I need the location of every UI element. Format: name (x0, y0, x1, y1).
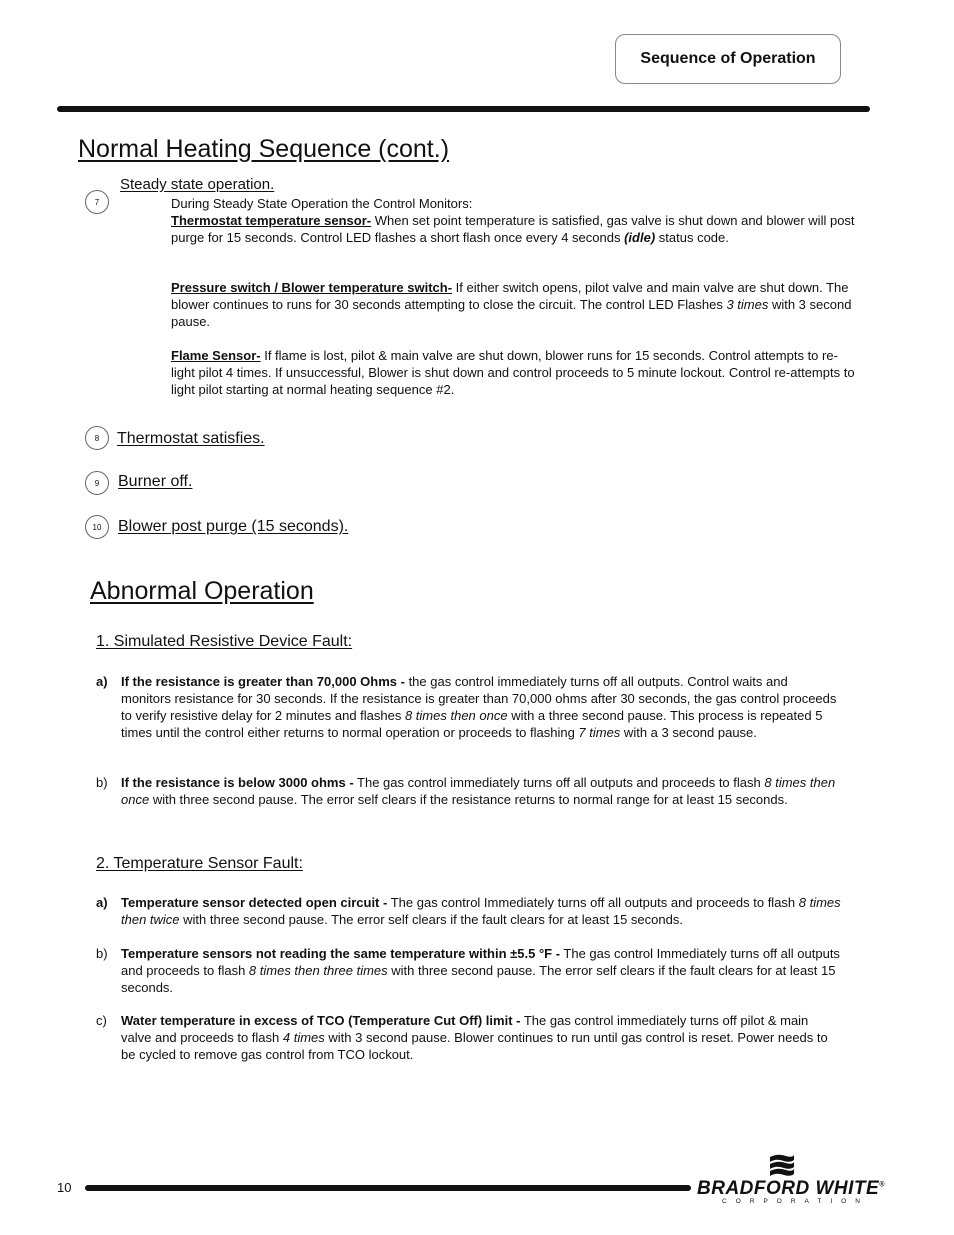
pressure-switch-text: If either switch opens, pilot valve and main valve are shut down. The blower continues to runs for 30 seconds attempting to close the circuit. The control LED Flashes (171, 280, 849, 312)
section-title-abnormal-operation: Abnormal Operation (90, 577, 314, 605)
thermostat-text: When set point temperature is satisfied, gas valve is shut down and blower will post purge for 15 seconds. Control LED flashes a short flash once every 4 seconds (171, 213, 855, 245)
step7-flame-paragraph (171, 347, 861, 398)
brand-logo-subtext: CORPORATION (722, 1198, 869, 1205)
bottom-divider (85, 1185, 691, 1191)
flame-sensor-label: Flame Sensor- (171, 348, 261, 363)
item-marker-1a: a) (96, 674, 108, 689)
resistive-a-text-3: with a 3 second pause. (620, 725, 757, 740)
step7-intro: During Steady State Operation the Control Monitors: (171, 196, 473, 211)
resistive-a-label: If the resistance is greater than 70,000 Ohms - (121, 674, 405, 689)
item-marker-1b: b) (96, 775, 108, 790)
temp-a-flash-code: 8 times then twice (121, 895, 841, 927)
resistive-fault-item-b (121, 774, 841, 808)
resistive-b-flash-code: 8 times then once (121, 775, 836, 807)
thermostat-text-end: status code. (655, 230, 729, 245)
section-title-normal-heating: Normal Heating Sequence (cont.) (78, 135, 450, 163)
item-marker-2a: a) (96, 895, 108, 910)
temp-c-label: Water temperature in excess of TCO (Temperature Cut Off) limit - (121, 1013, 521, 1028)
temperature-fault-item-c (121, 1012, 841, 1063)
three-times: 3 times (726, 297, 769, 312)
resistive-b-label: If the resistance is below 3000 ohms - (121, 775, 354, 790)
resistive-a-flash-code-2: 7 times (578, 725, 621, 740)
temp-c-flash-code: 4 times (282, 1030, 325, 1045)
resistive-b-text: The gas control immediately turns off all outputs and proceeds to flash (353, 775, 765, 790)
thermostat-label: Thermostat temperature sensor- (171, 213, 372, 228)
page-number: 10 (57, 1180, 72, 1195)
resistive-b-text-2: with three second pause. The error self clears if the resistance returns to normal range for at least 15 seconds. (149, 792, 788, 807)
brand-logo-text (697, 1178, 885, 1200)
resistive-a-flash-code: 8 times then once (404, 708, 508, 723)
temp-a-text-2: with three second pause. The error self clears if the fault clears for at least 15 seconds. (179, 912, 683, 927)
temp-c-text: The gas control immediately turns off pilot & main valve and proceeds to flash (121, 1013, 809, 1045)
temp-b-flash-code: 8 times then three times (248, 963, 388, 978)
idle-code: (idle) (624, 230, 656, 245)
item-marker-2c: c) (96, 1013, 107, 1028)
temp-a-label: Temperature sensor detected open circuit - (121, 895, 388, 910)
temperature-fault-item-b (121, 945, 841, 996)
registered-mark: ® (879, 1181, 885, 1189)
temperature-fault-item-a (121, 894, 841, 928)
step-title-10: Blower post purge (15 seconds). (118, 518, 349, 535)
subsection-title-temperature-fault: 2. Temperature Sensor Fault: (96, 855, 303, 872)
temp-b-label: Temperature sensors not reading the same temperature within ±5.5 °F - (121, 946, 561, 961)
resistive-a-text: the gas control immediately turns off all outputs. Control waits and monitors resistance for 30 seconds. If the resistance is greater than 70,000 ohms after 30 seconds, the gas control proceeds to verify resistive delay for 2 minutes and flashes (121, 674, 837, 723)
section-tab-label: Sequence of Operation (640, 50, 816, 67)
pressure-switch-label: Pressure switch / Blower temperature switch- (171, 280, 453, 295)
step7-pressure-paragraph (171, 279, 861, 330)
step7-thermostat-paragraph (171, 212, 861, 246)
pressure-switch-text-end: with 3 second pause. (171, 297, 852, 329)
step-title-7: Steady state operation. (120, 176, 275, 193)
subsection-title-resistive-fault: 1. Simulated Resistive Device Fault: (96, 633, 353, 650)
item-marker-2b: b) (96, 946, 108, 961)
resistive-a-text-2: with a three second pause. This process is repeated 5 times until the control either returns to normal operation or proceeds to flashing (121, 708, 823, 740)
temp-c-text-2: with 3 second pause. Blower continues to run until gas control is reset. Power needs to be cycled to remove gas control from TCO lockout. (121, 1030, 828, 1062)
step-number-10: 10 (85, 515, 109, 539)
step-number-9: 9 (85, 471, 109, 495)
step-number-8: 8 (85, 426, 109, 450)
flame-sensor-text: If flame is lost, pilot & main valve are shut down, blower runs for 15 seconds. Control attempts to re-light pilot 4 times. If unsuccessful, Blower is shut down and control proceeds to 5 minute lockout. Control re-attempts to light pilot starting at normal heating sequence #2. (171, 348, 855, 397)
top-divider (57, 106, 870, 112)
temp-a-text: The gas control Immediately turns off all outputs and proceeds to flash (387, 895, 799, 910)
step-title-9: Burner off. (118, 473, 193, 490)
section-tab (615, 34, 841, 84)
step-title-8: Thermostat satisfies. (117, 430, 265, 447)
temp-b-text-2: with three second pause. The error self clears if the fault clears for at least 15 seconds. (121, 963, 836, 995)
bradford-white-flag-logo-icon (766, 1153, 796, 1179)
temp-b-text: The gas control Immediately turns off all outputs and proceeds to flash (121, 946, 840, 978)
resistive-fault-item-a (121, 673, 841, 741)
step-number-7: 7 (85, 190, 109, 214)
brand-name: BRADFORD WHITE (697, 1178, 880, 1199)
